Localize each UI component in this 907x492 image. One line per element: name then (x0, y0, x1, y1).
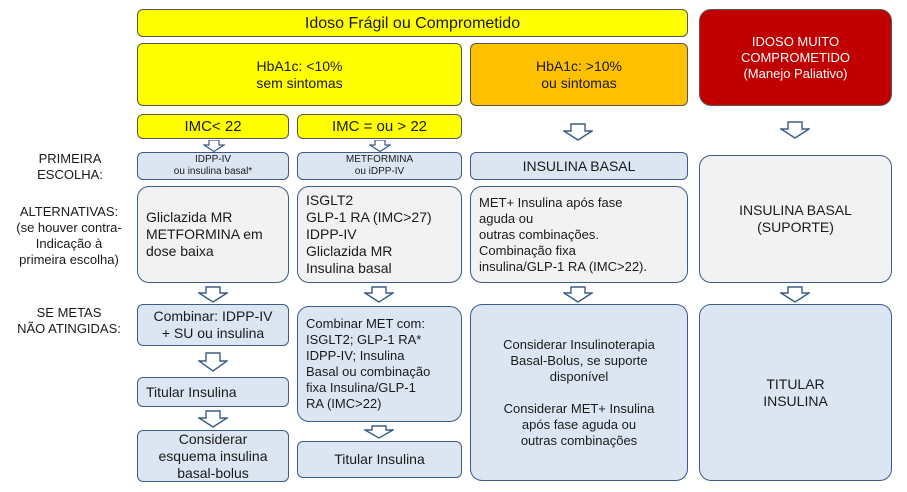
goals-col1-titrate (137, 377, 289, 407)
goals-col3-line-5: Considerar MET+ Insulina (503, 400, 655, 416)
goals-col1-combine-line-2: + SU ou insulina (161, 325, 265, 341)
down-arrow-icon (563, 286, 593, 303)
down-arrow-icon (364, 286, 394, 303)
row-label-goals-line-1: SE METAS (36, 305, 102, 320)
alternatives-col2-line-1: ISGLT2 (306, 192, 354, 208)
down-arrow-icon (369, 140, 391, 152)
down-arrow-icon (198, 352, 228, 372)
goals-col1-titrate-label: Titular Insulina (146, 383, 237, 400)
down-arrow-icon (780, 286, 810, 303)
first-choice-col2-line-2: ou iDPP-IV (354, 166, 405, 177)
goals-col2-combine-line-2: ISGLT2; GLP-1 RA* (306, 332, 422, 347)
alternatives-col3-line-1: MET+ Insulina após fase (479, 194, 623, 210)
goals-col2-titrate (297, 441, 462, 478)
alternatives-col2-line-5: Insulina basal (306, 260, 392, 276)
goals-col2-combine-line-3: IDPP-IV; Insulina (306, 348, 405, 363)
hba1c-low-line-1: HbA1c: <10% (256, 57, 343, 74)
goals-col4-line-2: INSULINA (763, 392, 828, 409)
goals-col3 (470, 304, 688, 481)
alternatives-col4-line-1: INSULINA BASAL (739, 202, 852, 218)
imc-ge22-box (297, 114, 462, 139)
goals-col3-line-7: outras combinações (520, 432, 638, 448)
very-compromised-line-3: (Manejo Paliativo) (743, 65, 848, 81)
first-choice-col3 (470, 152, 688, 180)
imc-lt22-label: IMC< 22 (184, 117, 242, 135)
down-arrow-icon (198, 410, 228, 428)
goals-col2-combine-line-1: Combinar MET com: (306, 316, 425, 331)
row-label-first-choice (8, 151, 132, 183)
row-label-goals (4, 305, 134, 337)
fragile-elderly-header (137, 9, 688, 37)
down-arrow-icon (780, 121, 810, 139)
down-arrow-icon (364, 425, 394, 439)
alternatives-col4 (699, 155, 892, 283)
row-label-first-choice-line-2: ESCOLHA: (37, 167, 103, 182)
hba1c-high-line-2: ou sintomas (541, 74, 617, 91)
alternatives-col4-line-2: (SUPORTE) (757, 219, 834, 235)
goals-col2-combine-line-4: Basal ou combinação (306, 364, 431, 379)
imc-ge22-label: IMC = ou > 22 (331, 117, 428, 135)
goals-col1-consider (137, 430, 289, 482)
goals-col1-combine (137, 304, 289, 346)
first-choice-col3-label: INSULINA BASAL (522, 157, 636, 174)
goals-col3-line-2: Basal-Bolus, se suporte (510, 352, 648, 368)
goals-col2-combine-line-6: RA (IMC>22) (306, 396, 382, 411)
goals-col3-line-6: após fase aguda ou (521, 416, 637, 432)
alternatives-col1-line-3: dose baixa (146, 243, 214, 259)
down-arrow-icon (563, 123, 593, 141)
first-choice-col1-line-2: ou insulina basal* (173, 166, 253, 177)
alternatives-col2-line-3: IDPP-IV (306, 226, 357, 242)
hba1c-low-line-2: sem sintomas (256, 74, 343, 91)
imc-lt22-box (137, 114, 289, 139)
goals-col3-line-3: disponível (549, 368, 609, 384)
hba1c-low-box (137, 43, 462, 106)
goals-col1-consider-line-1: Considerar (178, 430, 248, 447)
hba1c-high-box (470, 43, 688, 106)
alternatives-col3-line-5: insulina/GLP-1 RA (IMC>22). (479, 258, 647, 274)
goals-col1-consider-line-3: basal-bolus (177, 464, 249, 481)
very-compromised-header (699, 9, 892, 106)
alternatives-col1-line-1: Gliclazida MR (146, 209, 233, 225)
alternatives-col3-line-4: Combinação fixa (479, 242, 576, 258)
goals-col2-titrate-label: Titular Insulina (334, 451, 425, 467)
row-label-alternatives-line-2: (se houver contra- (16, 220, 122, 235)
goals-col2-combine-line-5: fixa Insulina/GLP-1 (306, 380, 416, 395)
down-arrow-icon (198, 286, 228, 303)
alternatives-col3 (470, 186, 688, 283)
alternatives-col1 (137, 186, 289, 283)
alternatives-col2-line-4: Gliclazida MR (306, 243, 393, 259)
alternatives-col3-line-2: aguda ou (479, 210, 534, 226)
goals-col2-combine (297, 306, 462, 422)
very-compromised-line-1: IDOSO MUITO (751, 33, 840, 49)
alternatives-col2-line-2: GLP-1 RA (IMC>27) (306, 209, 432, 225)
first-choice-col1-line-1: IDPP-IV (194, 154, 232, 165)
goals-col4-line-1: TITULAR (766, 375, 825, 392)
alternatives-col3-line-3: outras combinações. (479, 226, 599, 242)
alternatives-col2 (297, 186, 462, 283)
first-choice-col2 (297, 152, 462, 180)
row-label-alternatives-line-4: primeira escolha) (19, 252, 119, 267)
down-arrow-icon (203, 140, 225, 152)
row-label-alternatives-line-3: Indicação à (35, 236, 103, 251)
row-label-goals-line-2: NÃO ATINGIDAS: (17, 321, 121, 336)
fragile-elderly-title: Idoso Frágil ou Comprometido (304, 14, 521, 32)
first-choice-col1 (137, 152, 289, 180)
alternatives-col1-line-2: METFORMINA em (146, 226, 263, 242)
goals-col1-consider-line-2: esquema insulina (158, 447, 268, 464)
goals-col4 (699, 304, 892, 481)
goals-col1-combine-line-1: Combinar: IDPP-IV (153, 308, 273, 324)
very-compromised-line-2: COMPROMETIDO (740, 49, 851, 65)
row-label-first-choice-line-1: PRIMEIRA (38, 151, 102, 166)
row-label-alternatives-line-1: ALTERNATIVAS: (19, 204, 119, 219)
hba1c-high-line-1: HbA1c: >10% (536, 57, 622, 74)
goals-col3-line-1: Considerar Insulinoterapia (503, 336, 655, 352)
row-label-alternatives (4, 204, 134, 268)
first-choice-col2-line-1: METFORMINA (345, 154, 414, 165)
